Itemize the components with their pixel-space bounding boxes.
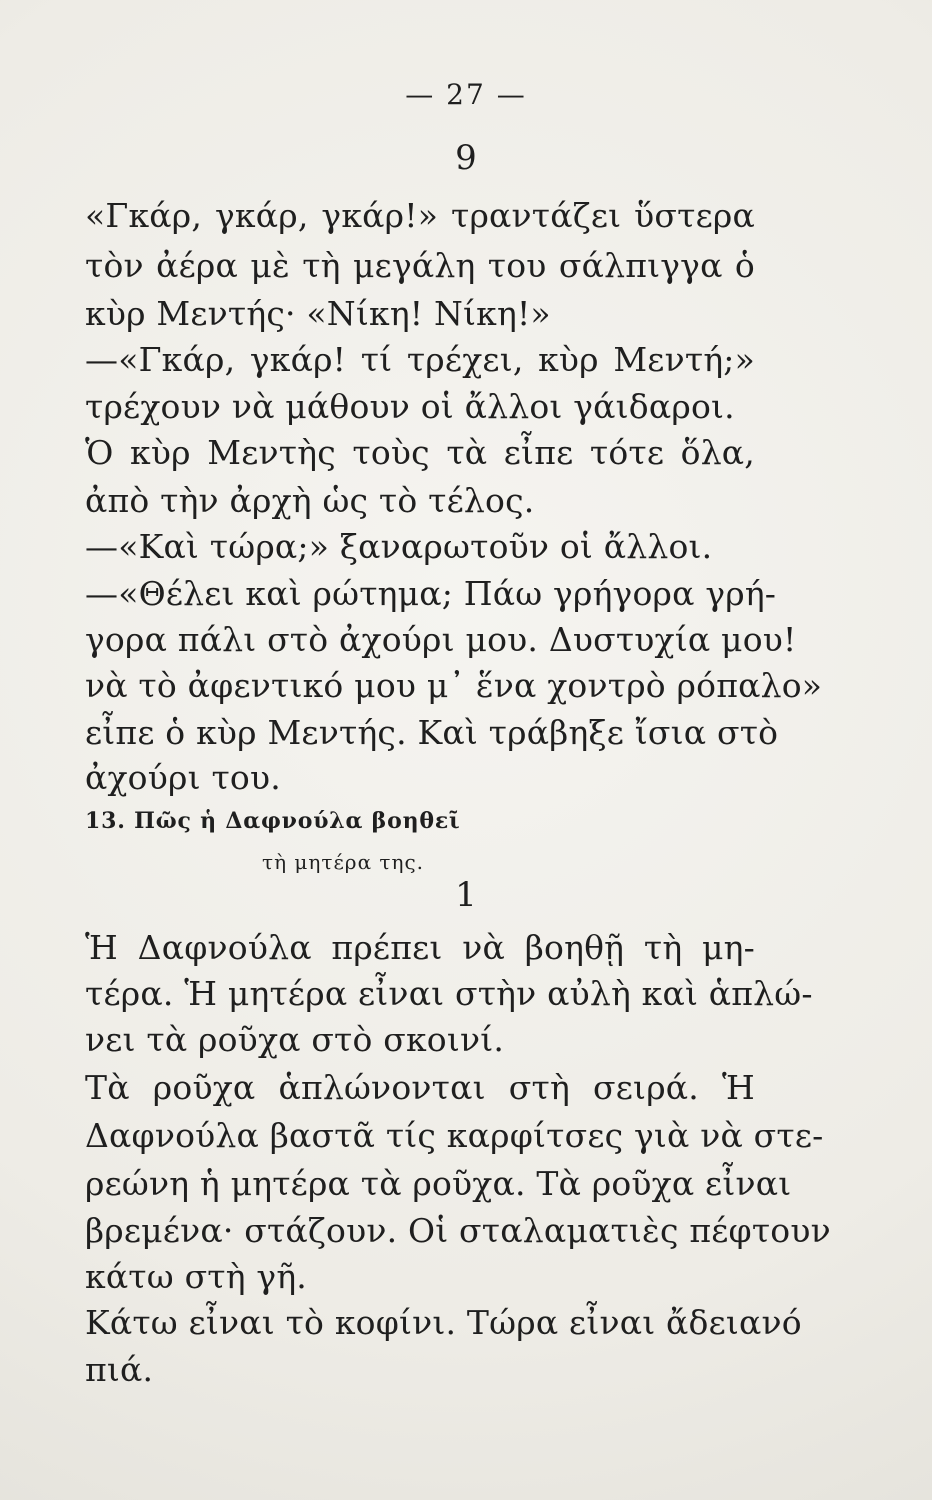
text-line: πιά.: [85, 1350, 154, 1389]
text-line: «Γκάρ, γκάρ, γκάρ!» τραντάζει ὕστερα: [85, 196, 755, 235]
text-line: γορα πάλι στὸ ἀχούρι μου. Δυστυχία μου!: [85, 620, 797, 659]
text-line: Ἡ Δαφνούλα πρέπει νὰ βοηθῇ τὴ μη-: [85, 928, 755, 967]
text-line: κὺρ Μεντής· «Νίκη! Νίκη!»: [85, 294, 551, 333]
text-line: βρεμένα· στάζουν. Οἱ σταλαματιὲς πέφτουν: [85, 1211, 831, 1250]
lesson-subheading: τὴ μητέρα της.: [262, 850, 425, 874]
text-line: —«Καὶ τώρα;» ξαναρωτοῦν οἱ ἄλλοι.: [85, 527, 713, 566]
text-line: ρεώνη ἡ μητέρα τὰ ροῦχα. Τὰ ροῦχα εἶναι: [85, 1164, 792, 1203]
text-line: Τὰ ροῦχα ἁπλώνονται στὴ σειρά. Ἡ: [85, 1068, 755, 1107]
text-line: εἶπε ὁ κὺρ Μεντής. Καὶ τράβηξε ἴσια στὸ: [85, 713, 779, 752]
text-line: νὰ τὸ ἀφεντικό μου μ᾽ ἕνα χοντρὸ ρόπαλο»: [85, 666, 823, 705]
section-number: 9: [455, 138, 477, 178]
lesson-heading: 13. Πῶς ἡ Δαφνούλα βοηθεῖ: [85, 808, 461, 834]
text-line: ἀχούρι του.: [85, 758, 281, 797]
text-line: Δαφνούλα βαστᾶ τίς καρφίτσες γιὰ νὰ στε-: [85, 1116, 824, 1155]
text-line: Κάτω εἶναι τὸ κοφίνι. Τώρα εἶναι ἄδειανό: [85, 1303, 802, 1342]
text-line: —«Θέλει καὶ ρώτημα; Πάω γρήγορα γρή-: [85, 574, 777, 613]
text-line: κάτω στὴ γῆ.: [85, 1257, 307, 1296]
page-number: — 27 —: [405, 78, 527, 111]
text-line: τὸν ἀέρα μὲ τὴ μεγάλη του σάλπιγγα ὁ: [85, 246, 755, 285]
text-line: τρέχουν νὰ μάθουν οἱ ἄλλοι γάιδαροι.: [85, 387, 735, 426]
text-line: νει τὰ ροῦχα στὸ σκοινί.: [85, 1020, 505, 1059]
text-line: ἀπὸ τὴν ἀρχὴ ὡς τὸ τέλος.: [85, 481, 535, 520]
section-number: 1: [455, 875, 477, 915]
text-line: τέρα. Ἡ μητέρα εἶναι στὴν αὐλὴ καὶ ἁπλώ-: [85, 974, 813, 1013]
text-line: —«Γκάρ, γκάρ! τί τρέχει, κὺρ Μεντή;»: [85, 340, 755, 379]
text-line: Ὁ κὺρ Μεντὴς τοὺς τὰ εἶπε τότε ὅλα,: [85, 433, 755, 472]
